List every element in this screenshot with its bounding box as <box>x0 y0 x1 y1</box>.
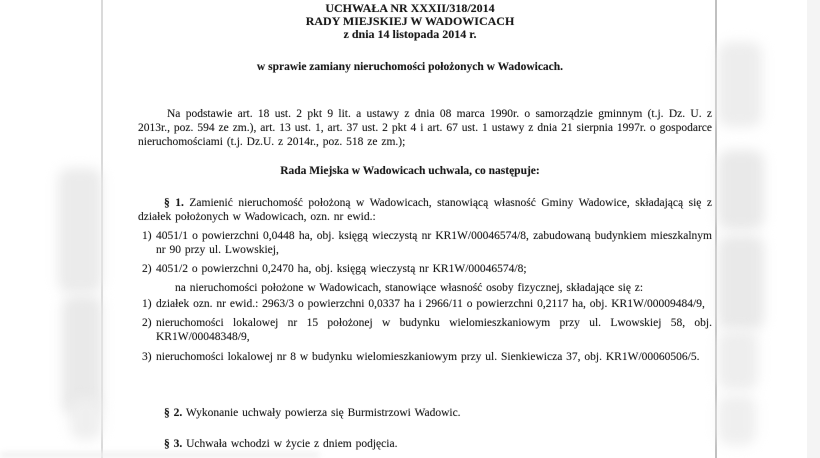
issuing-body: RADY MIEJSKIEJ W WADOWICACH <box>305 14 515 28</box>
scan-smudge <box>718 395 756 445</box>
section-2-text: Wykonanie uchwały powierza się Burmistrzowi Wadowic. <box>185 407 461 419</box>
section-1-interlude: na nieruchomości położone w Wadowicach, stanowiące własność osoby fizycznej, składające się z: <box>175 282 644 294</box>
resolution-date: z dnia 14 listopada 2014 r. <box>343 27 477 41</box>
section-1-list-b <box>142 297 712 364</box>
scan-smudge <box>58 168 102 293</box>
section-3-paragraph <box>138 437 712 451</box>
list-marker: 1) <box>142 230 152 242</box>
document-title <box>0 2 820 41</box>
scan-smudge <box>718 42 762 127</box>
scan-smudge <box>718 330 758 390</box>
section-1-list-a <box>142 229 712 277</box>
list-item-text: działek ozn. nr ewid.: 2963/3 o powierzchni 0,0337 ha i 2966/11 o powierzchni 0,2117 ha, obj. KR1W/00009484/9, <box>156 298 705 310</box>
scan-smudge <box>70 398 102 440</box>
enacting-clause: Rada Miejska w Wadowicach uchwala, co następuje: <box>280 165 540 177</box>
list-marker: 2) <box>142 263 152 276</box>
section-3-text: Uchwała wchodzi w życie z dniem podjęcia. <box>186 438 398 450</box>
scan-smudge <box>0 452 320 458</box>
section-2-label: § 2. <box>164 407 183 419</box>
list-marker: 1) <box>142 298 152 310</box>
list-item <box>142 262 712 276</box>
list-item-text: 4051/1 o powierzchni 0,0448 ha, obj. księgą wieczystą nr KR1W/00046574/8, zabudowaną budynkiem mieszkalnym nr 90 przy ul. Lwowskiej, <box>156 230 712 257</box>
scan-smudge <box>62 295 102 415</box>
section-3-label: § 3. <box>164 438 183 450</box>
list-item <box>142 229 712 257</box>
list-item-text: nieruchomości lokalowej nr 15 położonej w budynku wielomieszkaniowym przy ul. Lwowskiej 58, obj. KR1W/00048348/9, <box>156 317 712 344</box>
list-item-text: nieruchomości lokalowej nr 8 w budynku wielomieszkaniowym przy ul. Sienkiewicza 37, obj. KR1W/00060506/5. <box>156 350 700 363</box>
list-item <box>142 297 712 311</box>
list-item <box>142 316 712 344</box>
section-2-paragraph <box>138 406 712 420</box>
list-marker: 2) <box>142 317 152 330</box>
list-item <box>142 350 712 364</box>
section-1-text: Zamienić nieruchomość położoną w Wadowicach, stanowiącą własność Gminy Wadowice, składającą się z działek położonych w Wadowicach, ozn. nr ewid.: <box>138 197 713 224</box>
subject-line: w sprawie zamiany nieruchomości położonych w Wadowicach. <box>256 61 564 73</box>
legal-basis-paragraph: Na podstawie art. 18 ust. 2 pkt 9 lit. a ustawy z dnia 08 marca 1990r. o samorządzie gminnym (t.j. Dz. U. z 2013r., poz. 594 ze zm.), art. 13 ust. 1, art. 37 ust. 2 pkt 4 i art. 67 ust. 1 ustawy z dnia 21 sierpnia 1997r. o gospodarce nieruchomościami (t.j. Dz.U. z 2014r., poz. 518 ze zm.); <box>138 108 712 149</box>
section-1-paragraph <box>138 196 712 224</box>
scan-smudge <box>718 235 764 330</box>
list-item-text: 4051/2 o powierzchni 0,2470 ha, obj. księgą wieczystą nr KR1W/00046574/8; <box>156 263 527 276</box>
section-1-label: § 1. <box>164 197 184 209</box>
list-marker: 3) <box>142 350 152 363</box>
scan-smudge <box>718 150 764 230</box>
resolution-number: UCHWAŁA NR XXXII/318/2014 <box>325 1 495 15</box>
